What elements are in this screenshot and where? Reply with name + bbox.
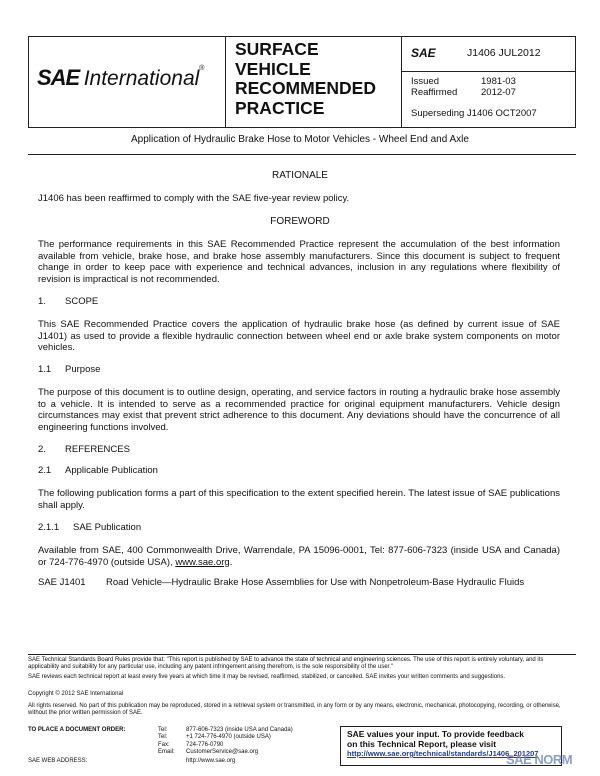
sae-publication-text-main: Available from SAE, 400 Commonwealth Drive, Warrendale, PA 15096-0001, Tel: 877-606-7323 (inside USA and Canada) or 724-776-4970 (outside USA), xyxy=(38,545,560,568)
sae-international-logo xyxy=(37,65,204,91)
email-label: Email: xyxy=(158,748,175,755)
reaffirmed-value: 2012-07 xyxy=(481,87,516,98)
reaffirmed-row xyxy=(411,87,516,98)
sae-publication-number: 2.1.1 xyxy=(38,522,60,533)
doc-type xyxy=(235,40,376,118)
footer-divider xyxy=(28,654,576,655)
sae-publication-text xyxy=(38,545,560,568)
sae-publication-text-end: . xyxy=(229,556,233,568)
fax-value: 724-776-0790 xyxy=(186,741,224,748)
email-value[interactable]: CustomerService@sae.org xyxy=(186,748,259,755)
sae-publication-title: SAE Publication xyxy=(73,522,142,533)
applicable-heading xyxy=(38,465,158,476)
scope-title: SCOPE xyxy=(65,296,99,307)
scope-text: This SAE Recommended Practice covers the application of hydraulic brake hose (as defined by current issue of SAE J1401) as used to provide a flexible hydraulic connection between wheel end or axle brake system components on motor vehicles. xyxy=(38,319,560,353)
rationale-text: J1406 has been reaffirmed to comply with the SAE five-year review policy. xyxy=(38,193,350,204)
web-value[interactable]: http://www.sae.org xyxy=(186,758,236,764)
foreword-text: The performance requirements in this SAE Recommended Practice represent the accumulation of the best information available from vehicle, brake hose, and brake hose assembly manufacturers. Since this document is subject to frequent change in order to keep pace with experience and technical advances, inclusion in any regulations where flexibility of revision is impractical is not recommended. xyxy=(38,239,560,285)
issued-row xyxy=(411,76,516,87)
logo-trademark: ® xyxy=(199,65,205,72)
purpose-title: Purpose xyxy=(65,364,101,375)
doc-type-line: VEHICLE xyxy=(235,58,311,79)
tel-label: Tel: xyxy=(158,727,168,733)
purpose-number: 1.1 xyxy=(38,364,52,375)
references-heading xyxy=(38,444,130,455)
references-title: REFERENCES xyxy=(65,444,130,455)
footer-rules: SAE Technical Standards Board Rules provide that: "This report is published by SAE to advance the state of technical and engineering sciences. The use of this report is entirely voluntary, and its applicability and suitability for any particular use, including any patent infringement arising therefrom, is the sole responsibility of the user." xyxy=(28,657,544,671)
order-label: TO PLACE A DOCUMENT ORDER: xyxy=(28,727,126,733)
doc-type-line: RECOMMENDED xyxy=(235,78,376,98)
logo-sae: SAE xyxy=(37,65,80,90)
reference-item xyxy=(38,577,525,588)
footer-rights: All rights reserved. No part of this publication may be reproduced, stored in a retrieval system or transmitted, in any form or by any means, electronic, mechanical, photocopying, recording, or otherwise, without the prior written permission of SAE. xyxy=(28,703,561,717)
fax-label: Fax: xyxy=(158,741,170,748)
purpose-heading xyxy=(38,364,100,375)
logo-text: International xyxy=(83,67,200,90)
doc-type-cell xyxy=(225,37,402,127)
document-title: Application of Hydraulic Brake Hose to Motor Vehicles - Wheel End and Axle xyxy=(131,134,469,145)
logo-cell xyxy=(29,37,226,127)
reaffirmed-label: Reaffirmed xyxy=(411,87,458,98)
footer-copyright: Copyright © 2012 SAE International xyxy=(28,691,124,697)
references-number: 2. xyxy=(38,444,46,455)
applicable-text: The following publication forms a part of this specification to the extent specified herein. The latest issue of SAE publications shall apply. xyxy=(38,488,560,511)
header-box xyxy=(28,36,576,128)
feedback-line1: SAE values your input. To provide feedback xyxy=(347,729,524,739)
doc-info-cell xyxy=(401,37,575,127)
applicable-title: Applicable Publication xyxy=(65,465,158,476)
sae-website-link[interactable]: www.sae.org xyxy=(175,556,230,568)
web-label: SAE WEB ADDRESS: xyxy=(28,758,88,764)
tel2-value: +1 724-776-4970 (outside USA) xyxy=(186,734,271,741)
applicable-number: 2.1 xyxy=(38,465,52,476)
footer-review: SAE reviews each technical report at least every five years at which time it may be revised, reaffirmed, stabilized, or cancelled. SAE invites your written comments and suggestions. xyxy=(28,674,506,680)
rationale-heading: RATIONALE xyxy=(272,170,328,181)
reference-code: SAE J1401 xyxy=(38,577,86,588)
sae-mini-logo: SAE xyxy=(411,46,436,60)
watermark-logo: SAE NORM xyxy=(506,752,573,767)
foreword-heading: FOREWORD xyxy=(270,216,330,227)
reference-title: Road Vehicle—Hydraulic Brake Hose Assemblies for Use with Nonpetroleum-Base Hydraulic Fluids xyxy=(106,577,525,588)
scope-number: 1. xyxy=(38,296,46,307)
tel2-label: Tel: xyxy=(158,734,168,741)
feedback-link[interactable]: http://www.sae.org/technical/standards/J1406_201207 xyxy=(347,749,539,758)
issued-label: Issued xyxy=(411,76,439,87)
doc-type-line: PRACTICE xyxy=(235,97,325,118)
tel-value: 877-606-7323 (inside USA and Canada) xyxy=(186,727,293,733)
purpose-text: The purpose of this document is to outline design, operating, and service factors in routing a hydraulic brake hose assembly to a vehicle. It is intended to serve as a recommended practice for original equipment manufacturers. Vehicle design circumstances may exist that prevent strict adherence to this document. Any deviations should have the concurrence of all engineering functions involved. xyxy=(38,387,560,433)
doc-number-row xyxy=(401,37,575,72)
superseding: Superseding J1406 OCT2007 xyxy=(411,108,537,119)
scope-heading xyxy=(38,296,98,307)
doc-type-line: SURFACE xyxy=(235,39,319,59)
feedback-line2: on this Technical Report, please visit xyxy=(347,739,497,749)
issued-value: 1981-03 xyxy=(481,76,516,87)
title-divider xyxy=(28,154,576,155)
sae-publication-heading xyxy=(38,522,141,533)
doc-number: J1406 JUL2012 xyxy=(467,47,541,59)
